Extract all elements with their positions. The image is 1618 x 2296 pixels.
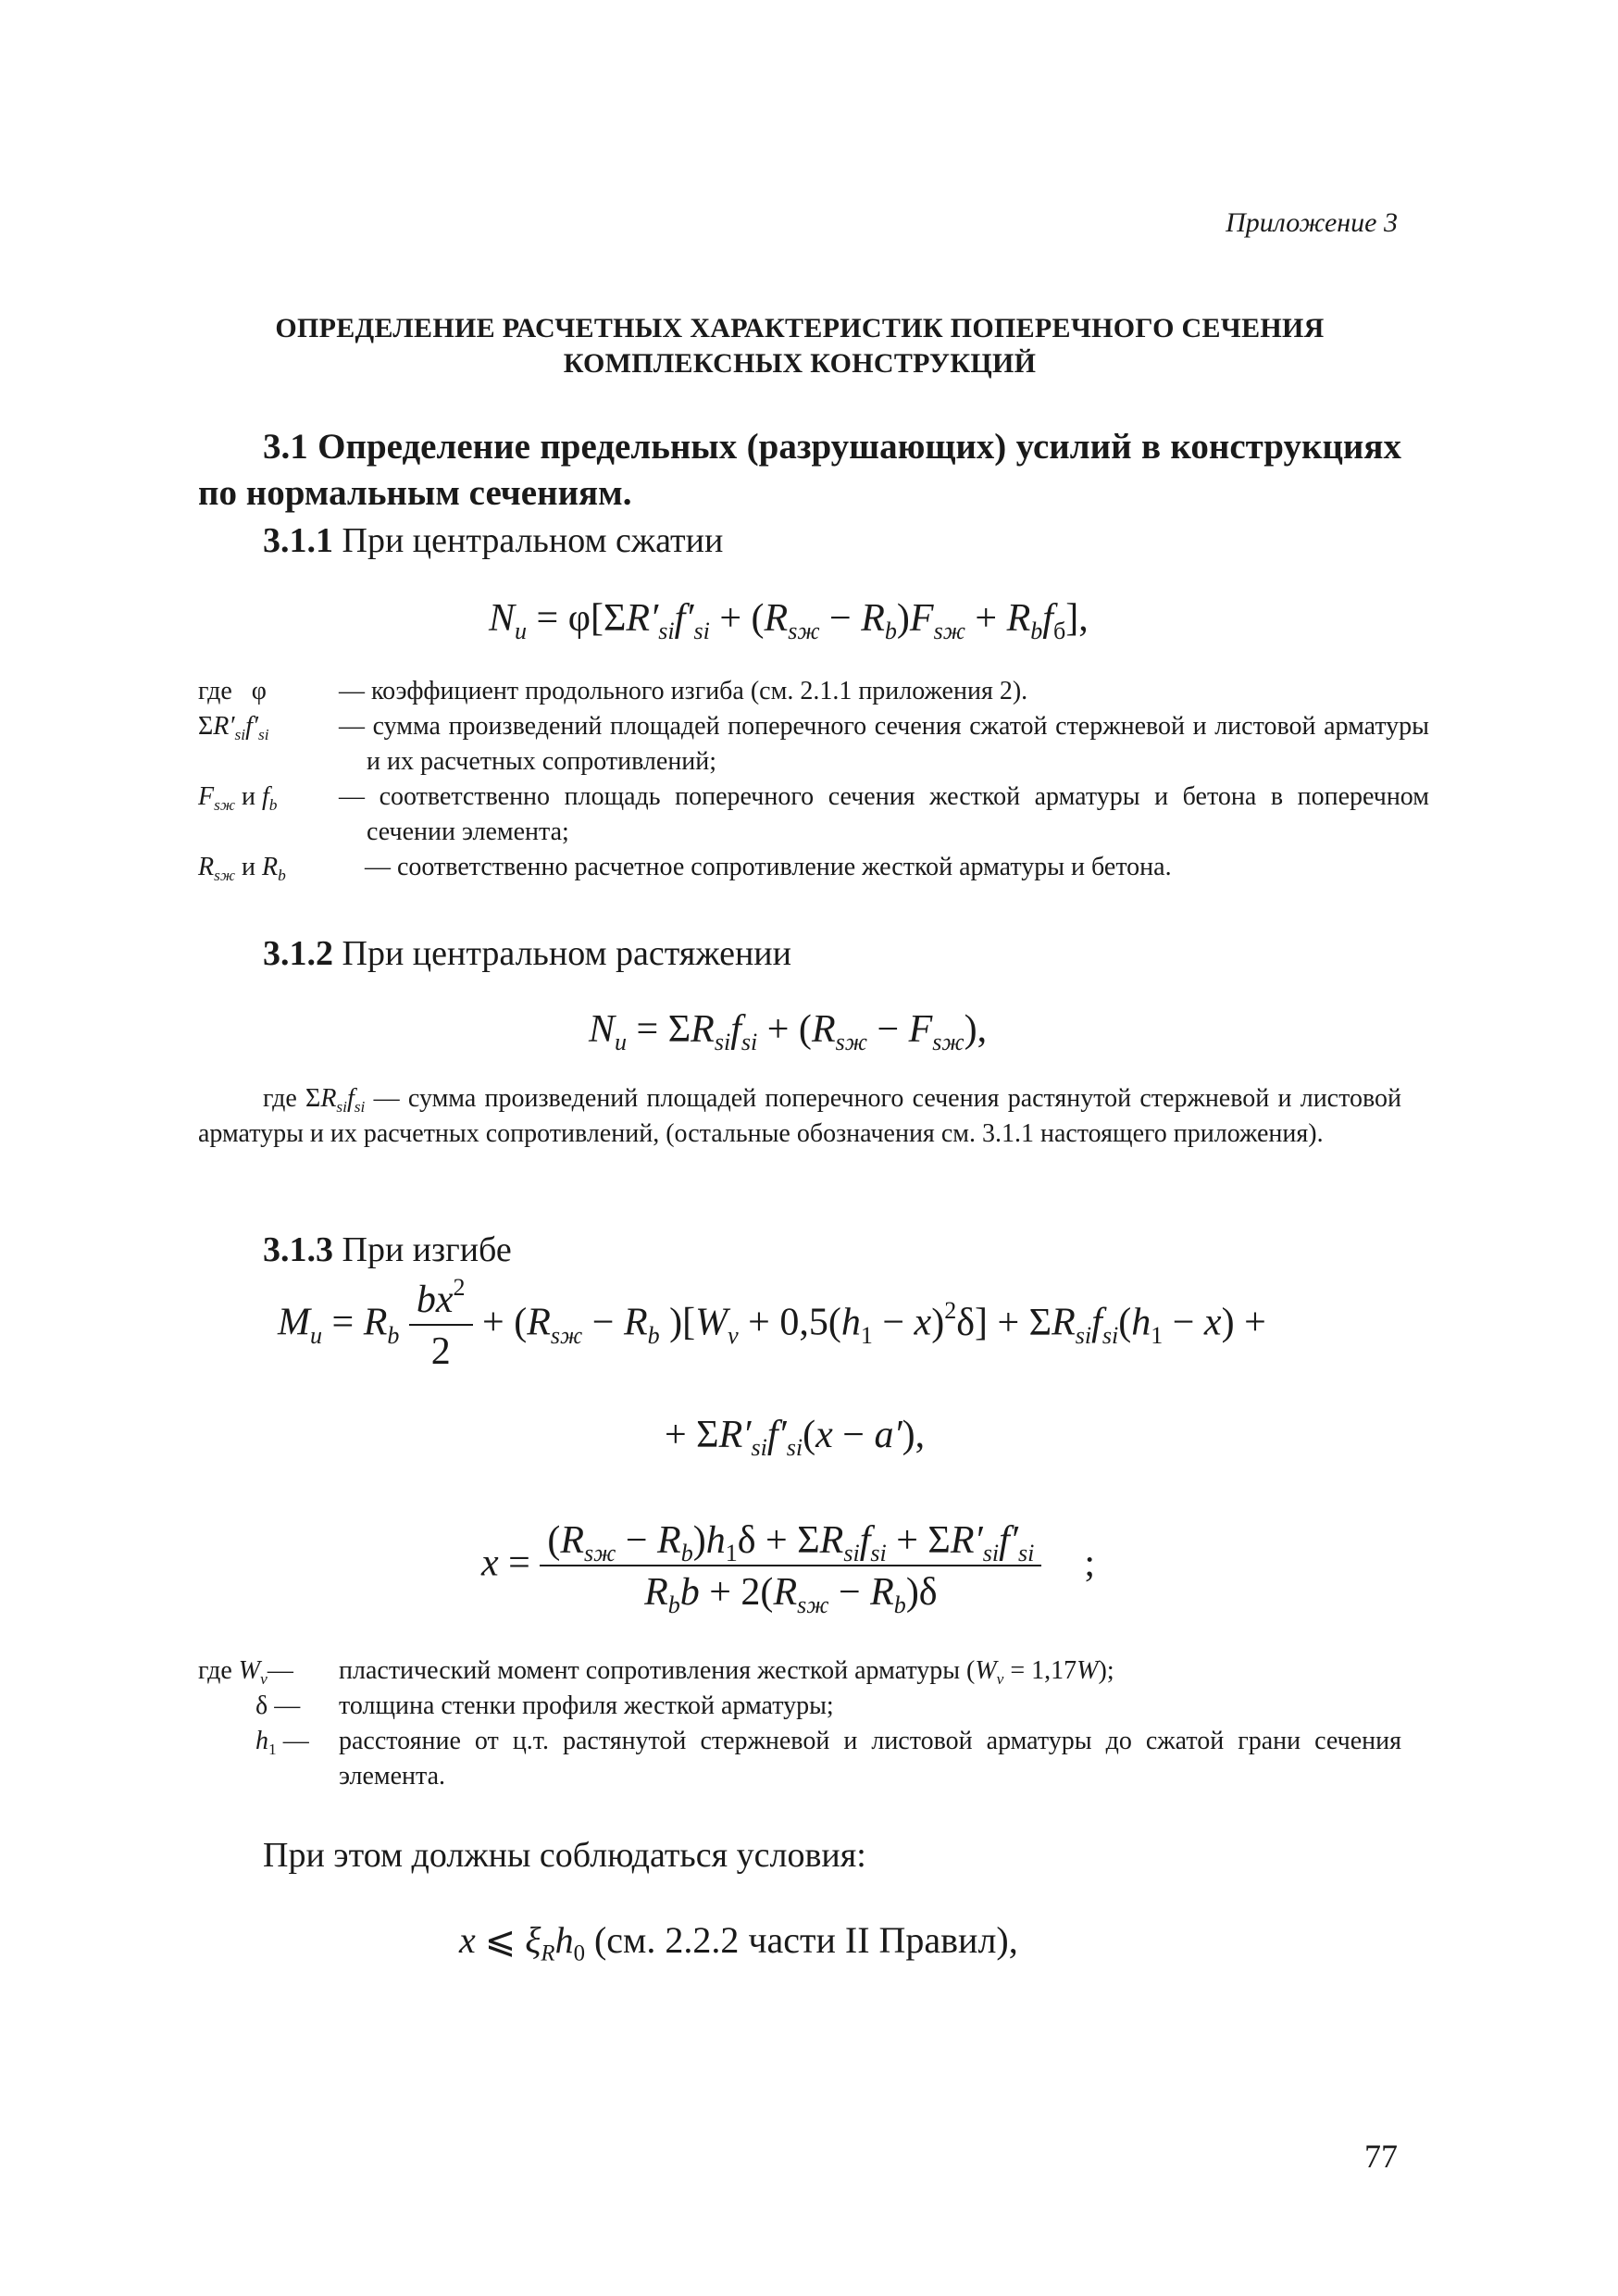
condition-reference: (см. 2.2.2 части II Правил), <box>593 1919 1018 1961</box>
formula-bending-moment: $M_u = R_b$ $\frac{bx^2}{2}$ + ($R_{sж} - R_b$ )$[W_v + 0,5(h_1 - x)^2\delta] + \Sigma R_{si}f_{si}(h_1 - x)$ + <box>278 1273 1266 1373</box>
subsection-3-1-1-heading <box>263 520 723 561</box>
def-text-f: — соответственно площадь поперечного сечения жесткой арматуры и бетона в поперечном сечении элемента; <box>339 782 1429 846</box>
def-label-f: $F_{sж}$ и $f_b$ <box>198 782 278 815</box>
where-word: где <box>198 677 232 705</box>
paragraph-3-1-2 <box>198 1081 1401 1152</box>
subsection-3-1-3-heading <box>263 1229 512 1270</box>
para-lead: где <box>263 1084 297 1113</box>
para-text: — сумма произведений площадей поперечного сечения растянутой стержневой и листовой арматуры и их расчетных сопротивлений, (остальные обозначения см. 3.1.1 настоящего приложения). <box>198 1084 1401 1148</box>
def-label-sum: $\Sigma R'_{si}f'_{si}$ <box>198 712 269 744</box>
def-text-phi: — коэффициент продольного изгиба (см. 2.1.1 приложения 2). <box>339 677 1028 705</box>
subsection-number: 3.1.2 <box>263 934 333 973</box>
def-text-h1: расстояние от ц.т. растянутой стержневой и листовой арматуры до сжатой грани сечения элемента. <box>339 1727 1401 1791</box>
def-text-r: — соответственно расчетное сопротивление жесткой арматуры и бетона. <box>365 853 1172 881</box>
formula-condition: x ⩽ $\xi_Rh_0$ (см. 2.2.2 части II Правил), <box>459 1919 1018 1966</box>
conditions-paragraph: При этом должны соблюдаться условия: <box>263 1836 866 1875</box>
subsection-title: При центральном растяжении <box>342 934 791 973</box>
formula-central-tension: $N_u = \Sigma R_{si}f_{si} + (R_{sж} - F_{sж})$, <box>589 1008 988 1056</box>
subsection-number: 3.1.3 <box>263 1230 333 1269</box>
def-label-w: где $W_v—$ <box>198 1656 293 1689</box>
title-line-1: ОПРЕДЕЛЕНИЕ РАСЧЕТНЫХ ХАРАКТЕРИСТИК ПОПЕРЕЧНОГО СЕЧЕНИЯ <box>275 313 1325 343</box>
def-label-h1: $h_1$ — <box>255 1727 309 1759</box>
title-line-2: КОМПЛЕКСНЫХ КОНСТРУКЦИЙ <box>563 348 1037 379</box>
para-symbol: $\Sigma R_{si}f_{si}$ <box>305 1084 366 1117</box>
formula-bending-moment-cont: + $\Sigma R'_{si}f'_{si}(x - a')$, <box>665 1414 926 1462</box>
def-label-phi <box>198 674 267 709</box>
def-label-r: $R_{sж}$ и $R_b$ <box>198 853 286 885</box>
appendix-label: Приложение 3 <box>1226 207 1398 238</box>
def-text-w: пластический момент сопротивления жесткой арматуры $(W_v = 1,17W)$; <box>339 1656 1114 1689</box>
page-title <box>198 311 1401 381</box>
subsection-title: При изгибе <box>342 1230 512 1269</box>
subsection-title: При центральном сжатии <box>342 521 724 560</box>
subsection-number: 3.1.1 <box>263 521 333 560</box>
phi-symbol: φ <box>251 677 267 705</box>
section-3-1-heading: 3.1 Определение предельных (разрушающих) усилий в конструкциях по нормальным сечениям. <box>198 427 1401 513</box>
fraction-bx2: $\frac{bx^2}{2}$ <box>409 1278 473 1374</box>
fraction-x: $\frac{(R_{sж} - R_b)h_1\delta + \Sigma R_{si}f_{si} + \Sigma R'_{si}f'_{si}}{R_bb + 2(R_{sж} - R_b)\delta}$ <box>540 1518 1041 1615</box>
def-label-delta: δ — <box>255 1691 301 1720</box>
def-text-sum: — сумма произведений площадей поперечного сечения сжатой стержневой и листовой арматуры и их расчетных сопротивлений; <box>339 712 1429 776</box>
formula-x: x = $\frac{(R_{sж} - R_b)h_1\delta + \Sigma R_{si}f_{si} + \Sigma R'_{si}f'_{si}}{R_bb + 2(R_{sж} - R_b)\delta}$ ; <box>481 1519 1095 1619</box>
page-number: 77 <box>1364 2138 1398 2175</box>
formula-central-compression: $N_u = \varphi[\Sigma R'_{si}f'_{si} + (R_{sж} - R_b)F_{sж} + R_bf_б]$, <box>489 597 1089 645</box>
def-text-delta: толщина стенки профиля жесткой арматуры; <box>339 1691 834 1720</box>
subsection-3-1-2-heading <box>263 933 791 974</box>
